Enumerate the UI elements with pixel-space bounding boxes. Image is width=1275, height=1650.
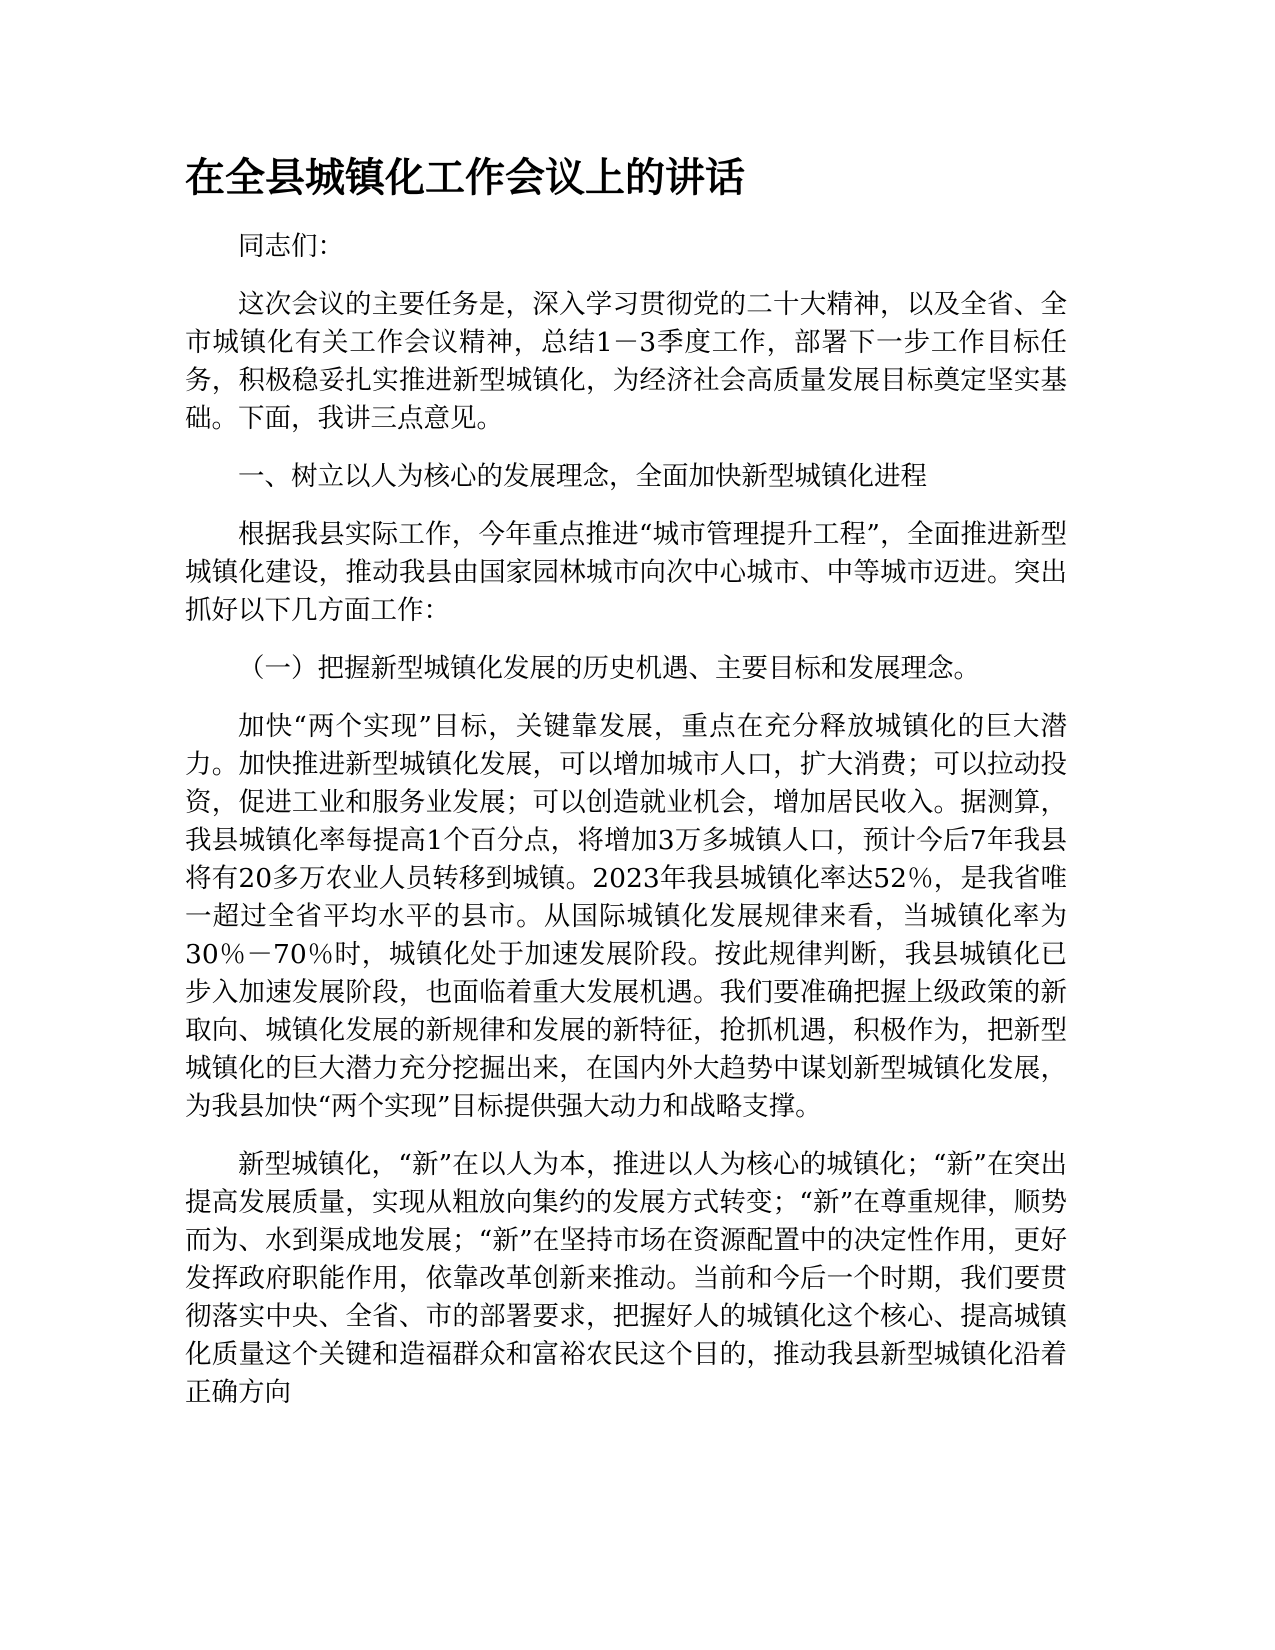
body-paragraph: 根据我县实际工作，今年重点推进“城市管理提升工程”，全面推进新型城镇化建设，推动我县由国家园林城市向次中心城市、中等城市迈进。突出抓好以下几方面工作：: [185, 519, 1067, 626]
body-paragraph: 加快“两个实现”目标，关键靠发展，重点在充分释放城镇化的巨大潜力。加快推进新型城镇化发展，可以增加城市人口，扩大消费；可以拉动投资，促进工业和服务业发展；可以创造就业机会，增加居民收入。据测算，我县城镇化率每提高1个百分点，将增加3万多城镇人口，预计今后7年我县将有20多万农业人员转移到城镇。2023年我县城镇化率达52％，是我省唯一超过全省平均水平的县市。从国际城镇化发展规律来看，当城镇化率为30％－70％时，城镇化处于加速发展阶段。按此规律判断，我县城镇化已步入加速发展阶段，也面临着重大发展机遇。我们要准确把握上级政策的新取向、城镇化发展的新规律和发展的新特征，抢抓机遇，积极作为，把新型城镇化的巨大潜力充分挖掘出来，在国内外大趋势中谋划新型城镇化发展，为我县加快“两个实现”目标提供强大动力和战略支撑。: [185, 711, 1067, 1122]
section-heading-1: 一、树立以人为核心的发展理念，全面加快新型城镇化进程: [238, 461, 927, 492]
document-title: 在全县城镇化工作会议上的讲话: [185, 155, 745, 201]
intro-paragraph: 这次会议的主要任务是，深入学习贯彻党的二十大精神，以及全省、全市城镇化有关工作会议精神，总结1－3季度工作，部署下一步工作目标任务，积极稳妥扎实推进新型城镇化，为经济社会高质量发展目标奠定坚实基础。下面，我讲三点意见。: [185, 289, 1067, 434]
salutation-paragraph: 同志们：: [238, 231, 344, 262]
document-body: [185, 148, 1067, 1432]
body-paragraph: 新型城镇化，“新”在以人为本，推进以人为核心的城镇化；“新”在突出提高发展质量，实现从粗放向集约的发展方式转变；“新”在尊重规律，顺势而为、水到渠成地发展；“新”在坚持市场在资源配置中的决定性作用，更好发挥政府职能作用，依靠改革创新来推动。当前和今后一个时期，我们要贯彻落实中央、全省、市的部署要求，把握好人的城镇化这个核心、提高城镇化质量这个关键和造福群众和富裕农民这个目的，推动我县新型城镇化沿着正确方向: [185, 1149, 1067, 1408]
subsection-heading-1: （一）把握新型城镇化发展的历史机遇、主要目标和发展理念。: [238, 653, 980, 684]
